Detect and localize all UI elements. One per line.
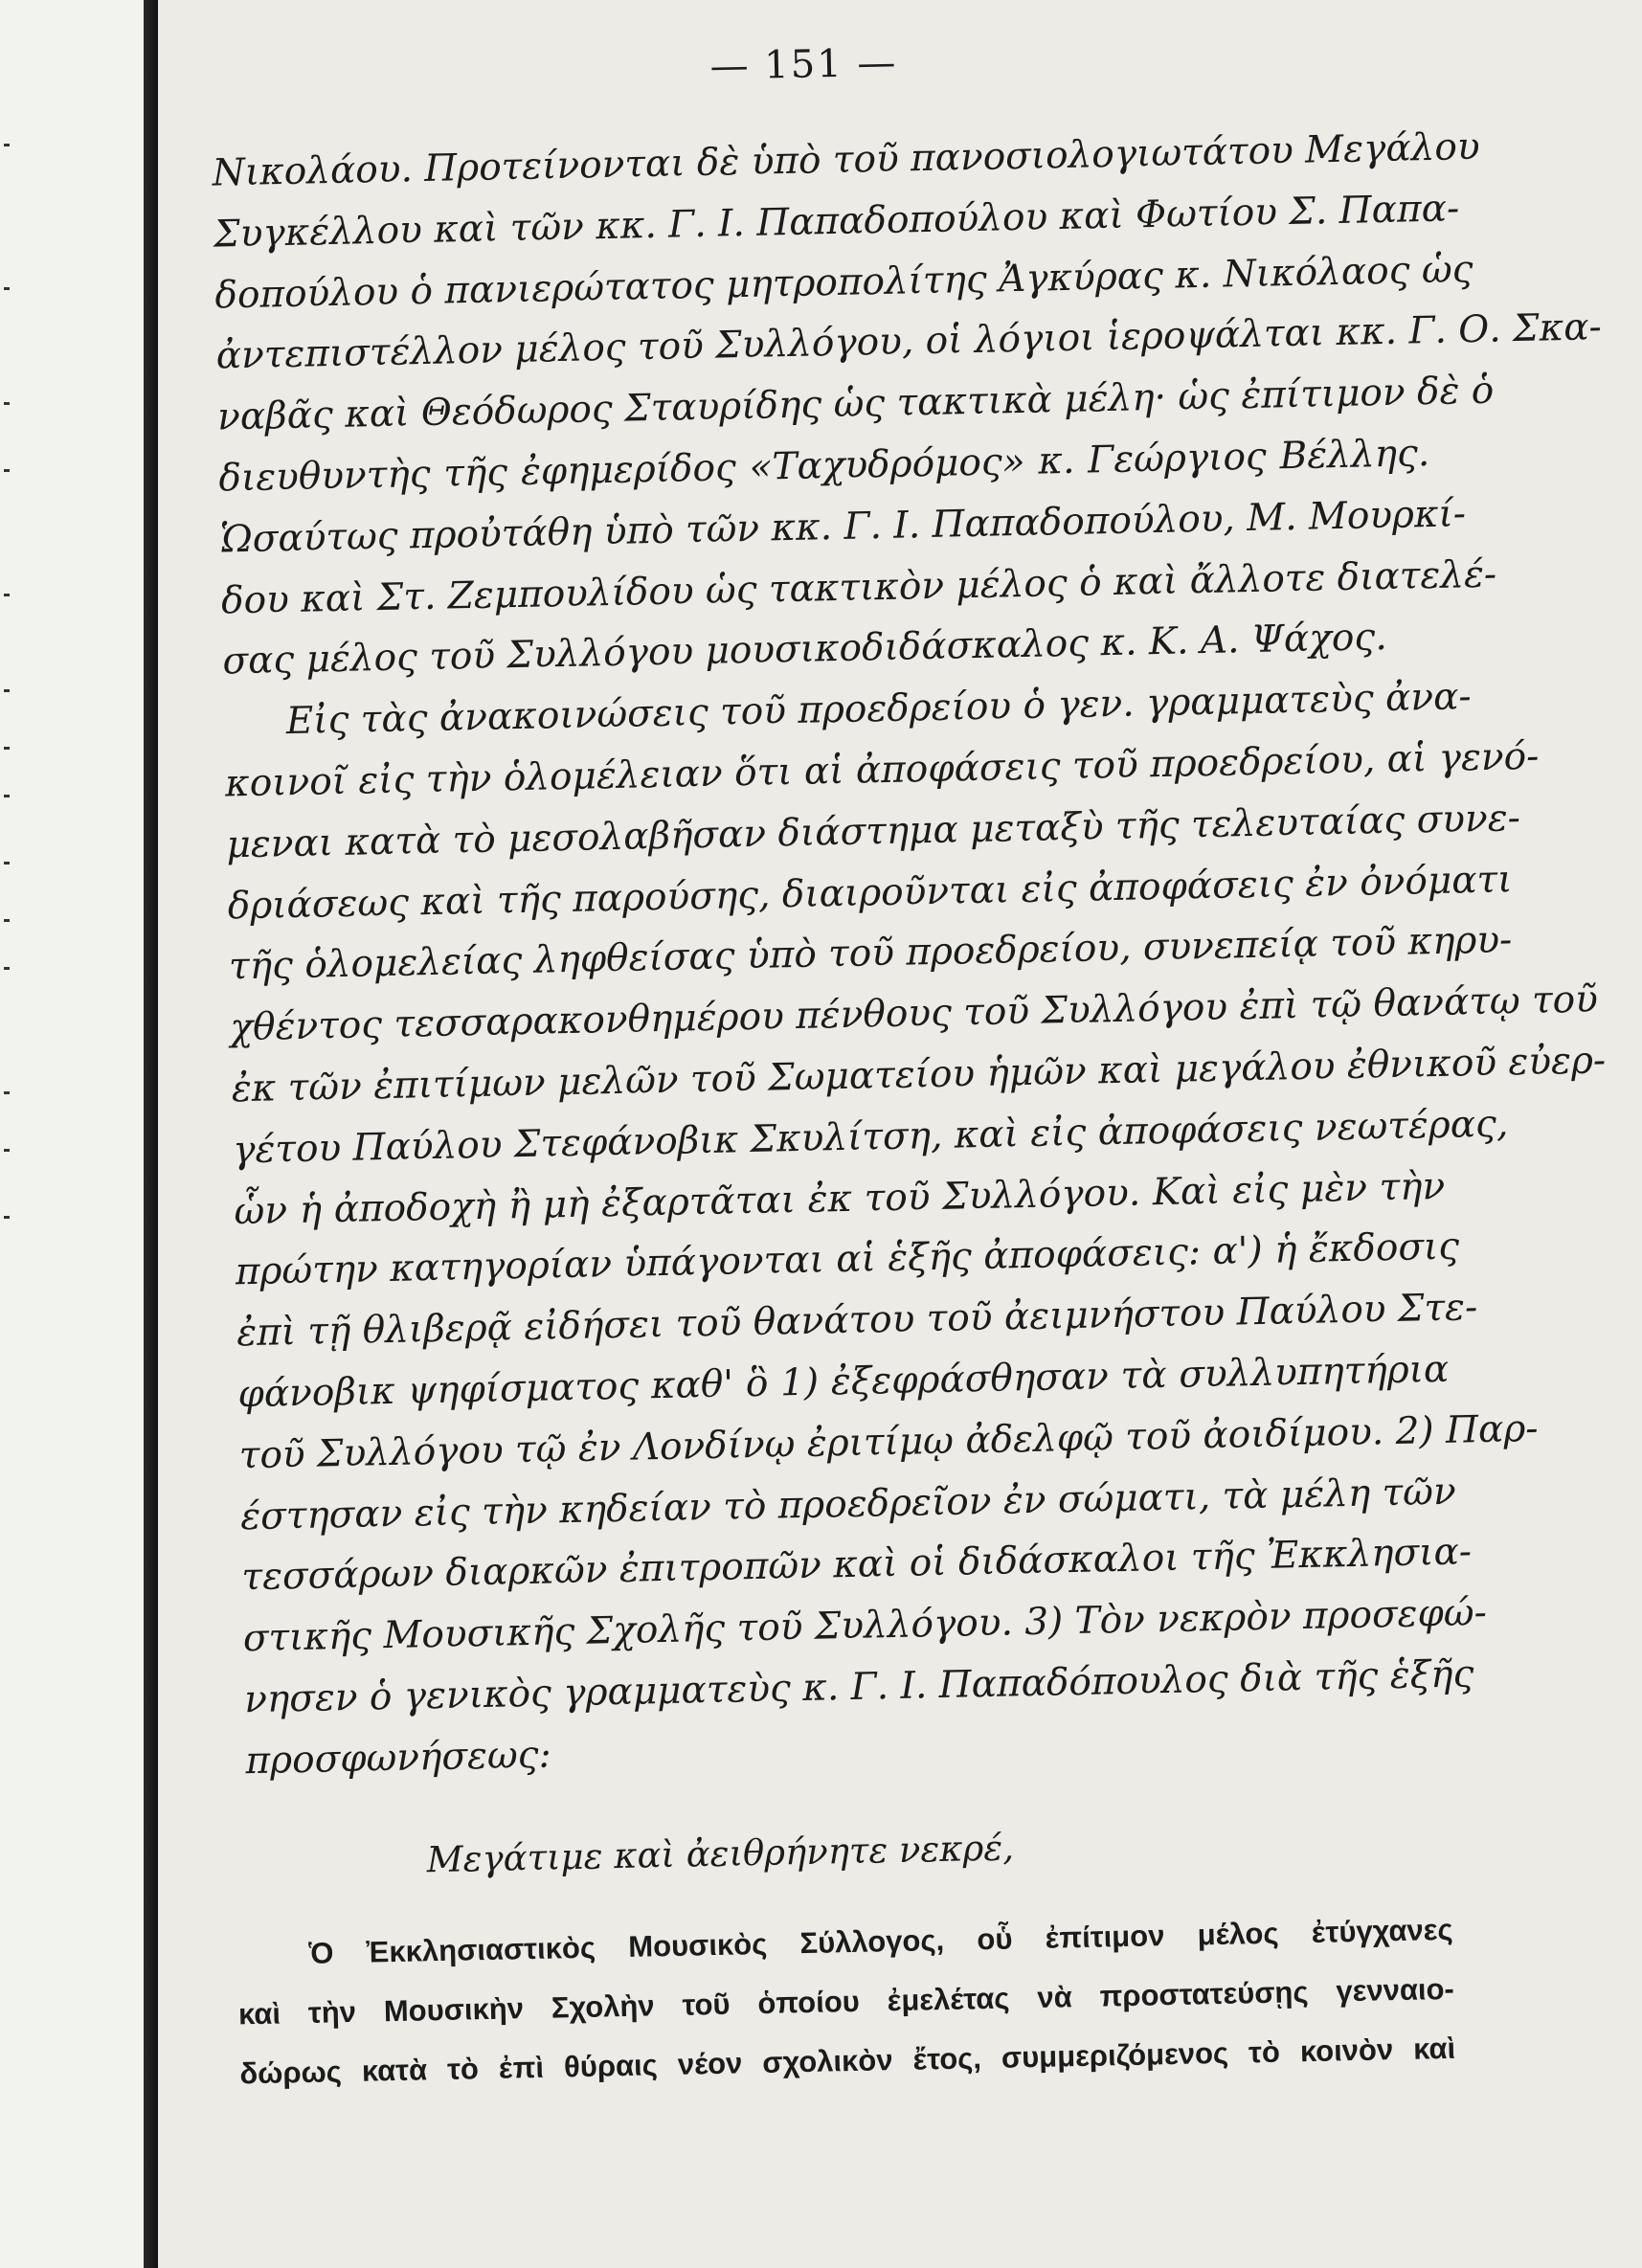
text-line: νησεν ὁ γενικὸς γραμματεὺς κ. Γ. Ι. Παπαδόπουλος διὰ τῆς ἑξῆς — [243, 1652, 1474, 1722]
text-line: χθέντος τεσσαρακονθημέρου πένθους τοῦ Συλλόγου ἐπὶ τῷ θανάτῳ τοῦ — [230, 977, 1599, 1050]
text-line: Νικολάου. Προτείνονται δὲ ὑπὸ τοῦ πανοσιολογιωτάτου Μεγάλου — [212, 124, 1481, 195]
margin-mark — [4, 144, 10, 146]
text-line: κοινοῖ εἰς τὴν ὁλομέλειαν ὅτι αἱ ἀποφάσεις τοῦ προεδρείου, αἱ γενό- — [224, 734, 1540, 806]
margin-mark — [4, 287, 10, 290]
text-line: τῆς ὁλομελείας ληφθείσας ὑπὸ τοῦ προεδρείου, συνεπείᾳ τοῦ κηρυ- — [228, 918, 1513, 989]
text-line: δοπούλου ὁ πανιερώτατος μητροπολίτης Ἀγκύρας κ. Νικόλαος ὡς — [214, 247, 1473, 318]
text-line: Συγκέλλου καὶ τῶν κκ. Γ. Ι. Παπαδοπούλου καὶ Φωτίου Σ. Παπα- — [213, 187, 1460, 257]
text-line: ἀντεπιστέλλον μέλος τοῦ Συλλόγου, οἱ λόγιοι ἱεροψάλται κκ. Γ. Ο. Σκα- — [215, 305, 1603, 378]
text-line: δου καὶ Στ. Ζεμπουλίδου ὡς τακτικὸν μέλος ὁ καὶ ἄλλοτε διατελέ- — [220, 552, 1497, 623]
speech-salutation: Μεγάτιμε καὶ ἀειθρήνητε νεκρέ, — [426, 1827, 1015, 1881]
text-line: ὧν ἡ ἀποδοχὴ ἢ μὴ ἐξαρτᾶται ἐκ τοῦ Συλλόγου. Καὶ εἰς μὲν τὴν — [234, 1164, 1446, 1233]
text-line: τοῦ Συλλόγου τῷ ἐν Λονδίνῳ ἐριτίμῳ ἀδελφῷ τοῦ ἀοιδίμου. 2) Παρ- — [238, 1406, 1539, 1478]
text-line: δριάσεως καὶ τῆς παρούσης, διαιροῦνται εἰς ἀποφάσεις ἐν ὀνόματι — [227, 857, 1513, 928]
text-line: μεναι κατὰ τὸ μεσολαβῆσαν διάστημα μεταξὺ τῆς τελευταίας συνε- — [226, 796, 1521, 867]
margin-mark — [4, 594, 10, 596]
address-speech — [237, 1810, 1456, 2102]
text-line: φάνοβικ ψηφίσματος καθ' ὃ 1) ἐξεφράσθησαν τὰ συλλυπητήρια — [237, 1347, 1450, 1417]
book-spine-shadow — [0, 0, 158, 2268]
text-line: στικῆς Μουσικῆς Σχολῆς τοῦ Συλλόγου. 3) Τὸν νεκρὸν προσεφώ- — [242, 1591, 1488, 1661]
body-text — [212, 118, 1607, 1792]
margin-mark — [4, 795, 10, 797]
margin-mark — [4, 1216, 10, 1219]
left-margin-marks — [0, 0, 19, 2268]
speech-line: δώρως κατὰ τὸ ἐπὶ θύραις νέον σχολικὸν ἔτος, συμμεριζόμενος τὸ κοινὸν καὶ — [239, 2031, 1456, 2091]
text-line: γέτου Παύλου Στεφάνοβικ Σκυλίτση, καὶ εἰς ἀποφάσεις νεωτέρας, — [232, 1102, 1509, 1173]
book-page — [191, 0, 1607, 2267]
page-number: — 151 — — [709, 40, 898, 89]
text-line: ἐκ τῶν ἐπιτίμων μελῶν τοῦ Σωματείου ἡμῶν καὶ μεγάλου ἐθνικοῦ εὐερ- — [231, 1039, 1607, 1112]
text-line: έστησαν εἰς τὴν κηδείαν τὸ προεδρεῖον ἐν σώματι, τὰ μέλη τῶν — [239, 1470, 1457, 1538]
text-line: Εἰς τὰς ἀνακοινώσεις τοῦ προεδρείου ὁ γεν. γραμματεὺς ἀνα- — [285, 675, 1473, 744]
speech-line: καὶ τὴν Μουσικὴν Σχολὴν τοῦ ὁποίου ἐμελέτας νὰ προστατεύσῃς γενναιο- — [237, 1971, 1455, 2032]
text-line: διευθυντὴς τῆς ἐφημερίδος «Ταχυδρόμος» κ. Γεώργιος Βέλλης. — [218, 432, 1430, 501]
text-line: σας μέλος τοῦ Συλλόγου μουσικοδιδάσκαλος κ. Κ. Α. Ψάχος. — [222, 616, 1388, 684]
text-line: τεσσάρων διαρκῶν ἐπιτροπῶν καὶ οἱ διδάσκαλοι τῆς Ἐκκλησια- — [241, 1530, 1473, 1600]
text-line: προσφωνήσεως: — [245, 1733, 552, 1783]
margin-mark — [4, 747, 10, 750]
text-line: ἐπὶ τῇ θλιβερᾷ εἰδήσει τοῦ θανάτου τοῦ ἀειμνήστου Παύλου Στε- — [236, 1286, 1478, 1356]
text-line: Ὡσαύτως προὐτάθη ὑπὸ τῶν κκ. Γ. Ι. Παπαδοπούλου, Μ. Μουρκί- — [219, 492, 1467, 562]
text-line: ναβᾶς καὶ Θεόδωρος Σταυρίδης ὡς τακτικὰ μέλη· ὡς ἐπίτιμον δὲ ὁ — [216, 369, 1495, 439]
margin-mark — [4, 967, 10, 970]
margin-mark — [4, 1091, 10, 1094]
margin-mark — [4, 1149, 10, 1152]
margin-mark — [4, 469, 10, 472]
margin-mark — [4, 862, 10, 865]
margin-mark — [4, 689, 10, 692]
text-line: πρώτην κατηγορίαν ὑπάγονται αἱ ἑξῆς ἀποφάσεις: α') ἡ ἔκδοσις — [235, 1224, 1460, 1294]
margin-mark — [4, 402, 10, 405]
margin-mark — [4, 919, 10, 922]
speech-line: Ὁ Ἐκκλησιαστικὸς Μουσικὸς Σύλλογος, οὗ ἐπίτιμον μέλος ἐτύγχανες — [308, 1912, 1453, 1970]
